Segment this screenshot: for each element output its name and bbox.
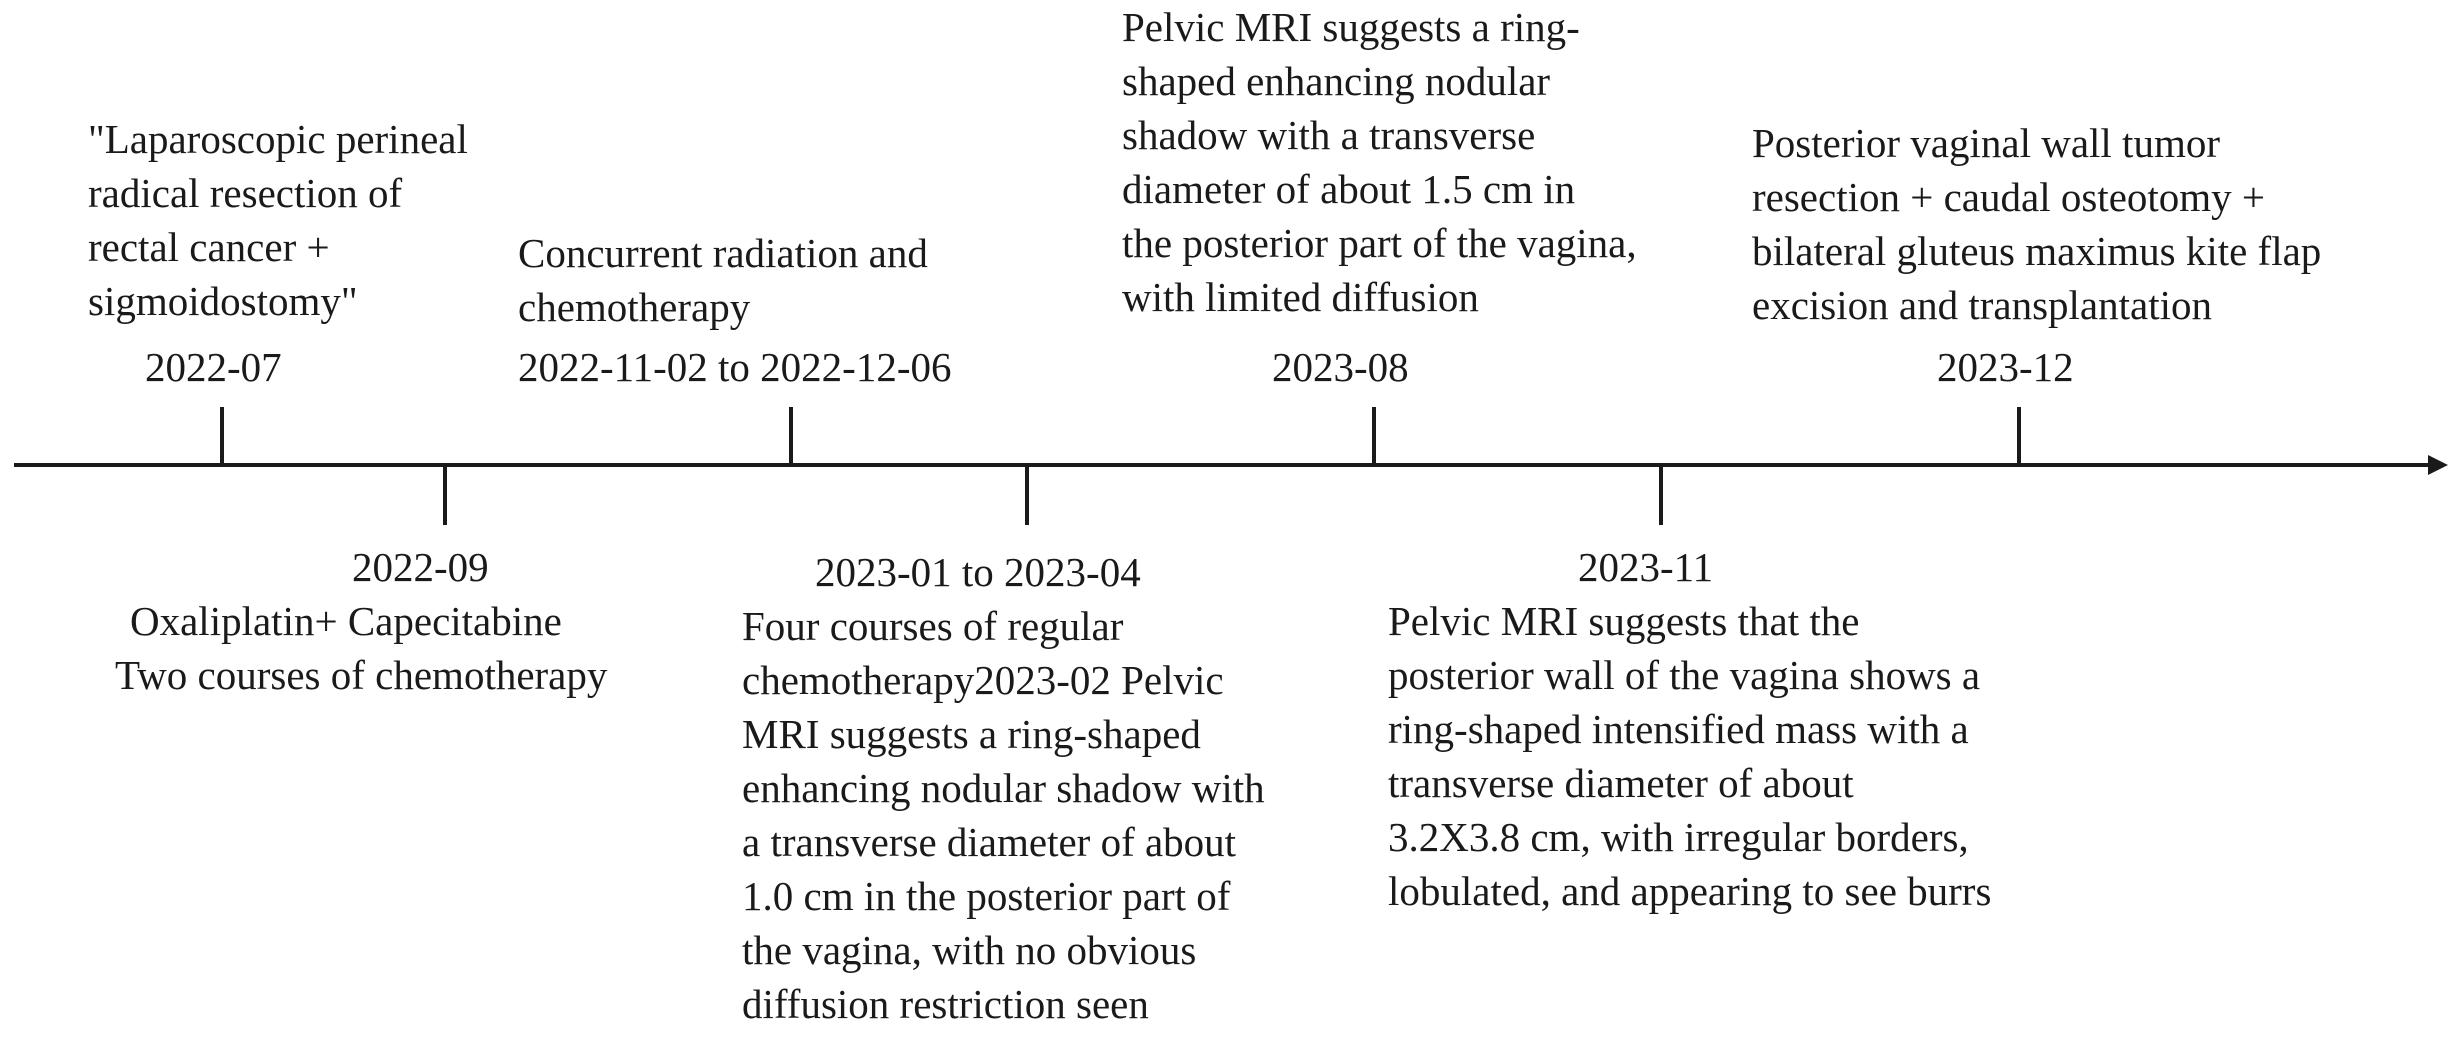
description-line: 3.2X3.8 cm, with irregular borders,	[1388, 814, 1969, 860]
event-date-2023-12: 2023-12	[1937, 344, 2074, 390]
event-description-2022-07	[88, 112, 468, 328]
description-line: Four courses of regular	[742, 603, 1124, 649]
description-line: rectal cancer +	[88, 224, 330, 270]
description-line: Posterior vaginal wall tumor	[1752, 120, 2220, 166]
description-line: the posterior part of the vagina,	[1122, 220, 1637, 266]
timeline-axis	[14, 463, 2434, 467]
description-line: shadow with a transverse	[1122, 112, 1536, 158]
description-line: diameter of about 1.5 cm in	[1122, 166, 1576, 212]
event-description-2023-12	[1752, 116, 2321, 332]
event-description-2022-11-02	[518, 226, 928, 334]
event-tick-2023-12	[2017, 407, 2021, 465]
description-line: excision and transplantation	[1752, 282, 2212, 328]
event-date-2022-07: 2022-07	[145, 344, 282, 390]
description-line: shaped enhancing nodular	[1122, 58, 1551, 104]
description-line: with limited diffusion	[1122, 274, 1479, 320]
event-date-2023-11: 2023-11	[1578, 544, 1714, 590]
description-line: a transverse diameter of about	[742, 819, 1237, 865]
description-line: chemotherapy2023-02 Pelvic	[742, 657, 1224, 703]
description-line: ring-shaped intensified mass with a	[1388, 706, 1969, 752]
event-tick-2023-11	[1659, 467, 1663, 525]
event-date-2023-08: 2023-08	[1272, 344, 1409, 390]
description-line: MRI suggests a ring-shaped	[742, 711, 1201, 757]
event-tick-2022-11-02	[789, 407, 793, 465]
description-line: Two courses of chemotherapy	[115, 652, 608, 698]
event-tick-2022-07	[220, 407, 224, 465]
description-line: chemotherapy	[518, 284, 751, 330]
description-line: radical resection of	[88, 170, 403, 216]
description-line: transverse diameter of about	[1388, 760, 1854, 806]
event-tick-2022-09	[443, 467, 447, 525]
event-description-2023-01	[742, 599, 1265, 1031]
description-line: enhancing nodular shadow with	[742, 765, 1265, 811]
description-line: diffusion restriction seen	[742, 981, 1149, 1027]
event-date-2022-11-02: 2022-11-02 to 2022-12-06	[518, 344, 952, 390]
description-line: bilateral gluteus maximus kite flap	[1752, 228, 2322, 274]
description-line: "Laparoscopic perineal	[88, 116, 468, 162]
description-line: posterior wall of the vagina shows a	[1388, 652, 1981, 698]
event-date-2022-09: 2022-09	[352, 544, 489, 590]
event-description-2022-09	[115, 594, 608, 702]
description-line: Pelvic MRI suggests a ring-	[1122, 4, 1580, 50]
description-line: 1.0 cm in the posterior part of	[742, 873, 1231, 919]
event-description-2023-11	[1388, 594, 1991, 918]
description-line: Concurrent radiation and	[518, 230, 928, 276]
description-line: resection + caudal osteotomy +	[1752, 174, 2266, 220]
timeline-arrow-head	[2428, 455, 2448, 475]
description-line: Pelvic MRI suggests that the	[1388, 598, 1860, 644]
event-tick-2023-08	[1372, 407, 1376, 465]
event-description-2023-08	[1122, 0, 1637, 324]
description-line: sigmoidostomy"	[88, 278, 358, 324]
description-line: Oxaliplatin+ Capecitabine	[130, 598, 562, 644]
description-line: lobulated, and appearing to see burrs	[1388, 868, 1992, 914]
description-line: the vagina, with no obvious	[742, 927, 1197, 973]
event-date-2023-01: 2023-01 to 2023-04	[815, 549, 1141, 595]
event-tick-2023-01	[1025, 467, 1029, 525]
